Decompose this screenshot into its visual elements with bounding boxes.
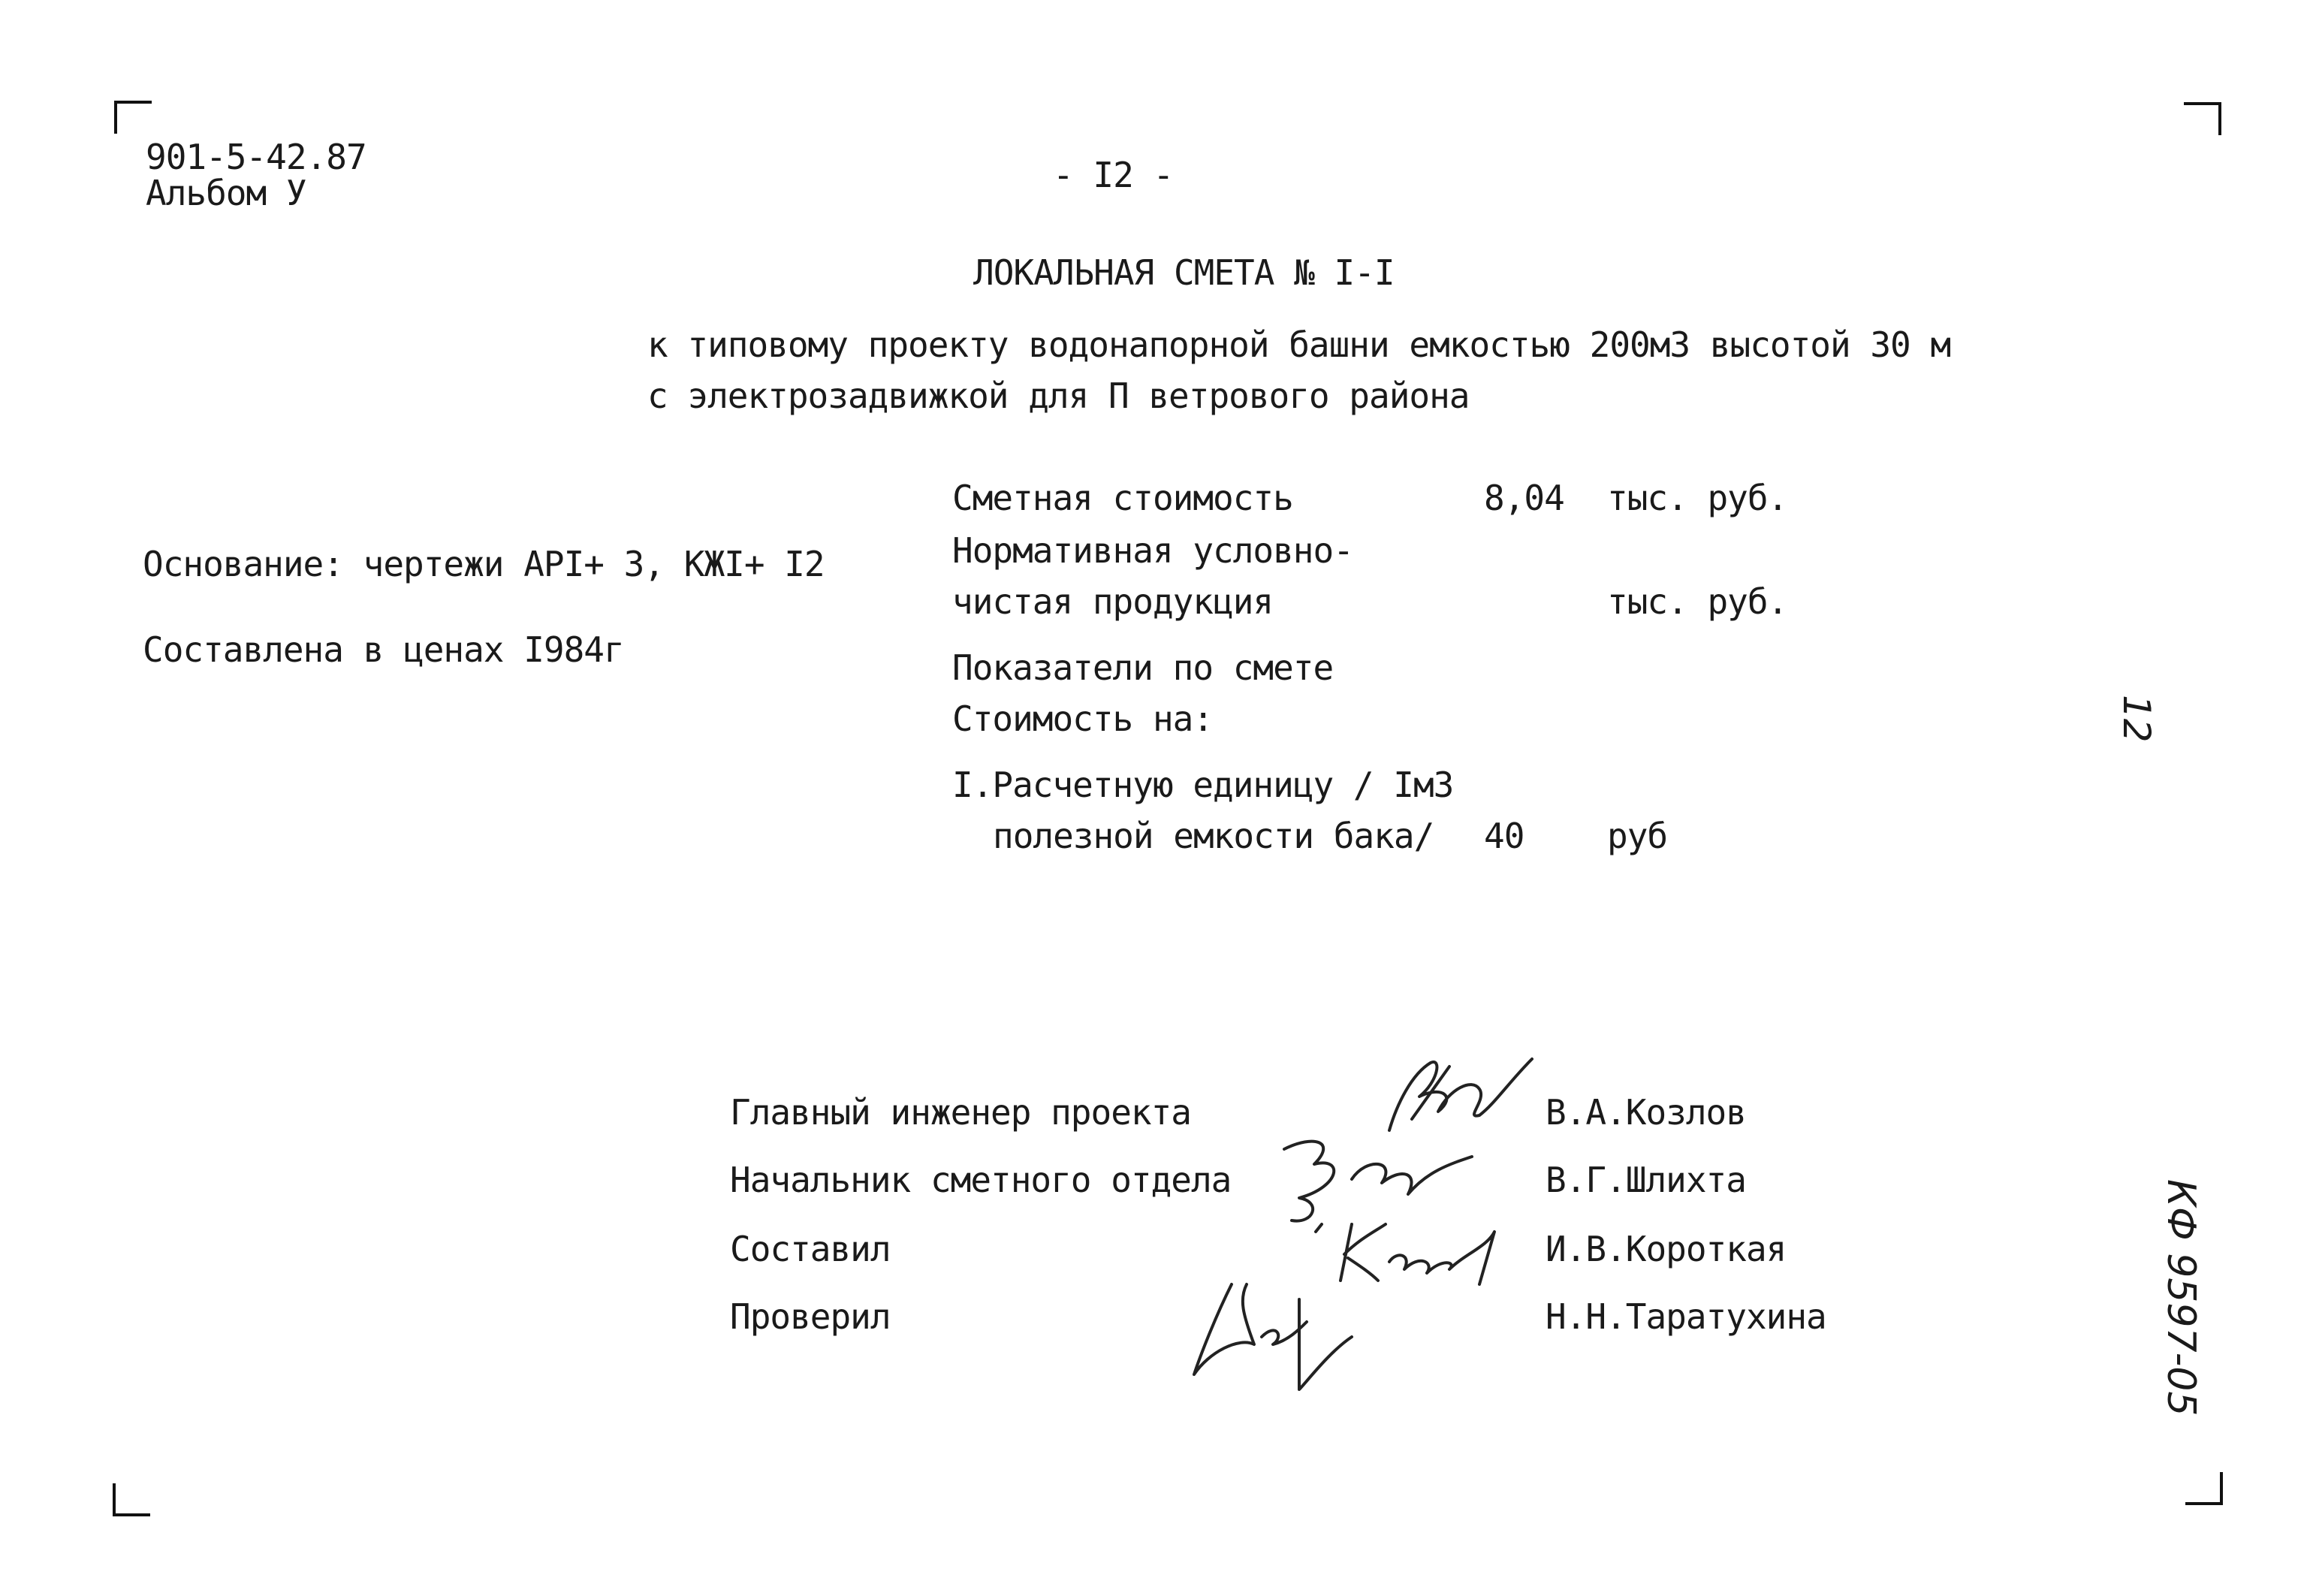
signature-role: Составил: [730, 1229, 891, 1269]
unit-cost-line-2: полезной емкости бака/: [993, 816, 1434, 856]
corner-mark-bottom-right: [2185, 1472, 2223, 1505]
signature-role: Проверил: [730, 1296, 891, 1337]
basis-prices: Составлена в ценах I984г: [143, 629, 624, 670]
corner-mark-bottom-left: [113, 1483, 150, 1516]
estimated-cost-value: 8,04: [1484, 478, 1564, 518]
document-code: 901-5-42.87: [146, 137, 366, 177]
unit-cost-unit: руб: [1607, 816, 1668, 856]
basis-drawings: Основание: чертежи АРI+ 3, КЖI+ I2: [143, 544, 825, 584]
document-title: ЛОКАЛЬНАЯ СМЕТА № I-I: [973, 252, 1395, 293]
archive-code-note: КФ 9597-05: [2158, 1179, 2203, 1416]
estimated-cost-unit: тыс. руб.: [1607, 478, 1788, 518]
unit-cost-line-1: I.Расчетную единицу / Iм3: [952, 765, 1454, 805]
page-number: - I2 -: [1053, 155, 1174, 195]
indicators-label: Показатели по смете: [952, 647, 1334, 688]
signature-name: Н.Н.Таратухина: [1546, 1296, 1826, 1337]
corner-mark-top-left: [114, 101, 152, 134]
subtitle-line-2: с электрозадвижкой для П ветрового района: [647, 376, 1470, 416]
signature-name: В.Г.Шлихта: [1546, 1160, 1746, 1200]
estimated-cost-label: Сметная стоимость: [952, 478, 1293, 518]
subtitle-line-1: к типовому проекту водонапорной башни емкостью 200м3 высотой 30 м: [647, 324, 1951, 365]
corner-mark-top-right: [2184, 102, 2221, 135]
normative-label-line-2: чистая продукция: [952, 581, 1274, 622]
normative-label-line-1: Нормативная условно-: [952, 530, 1353, 571]
handwritten-signature: [1187, 1269, 1367, 1404]
signature-role: Начальник сметного отдела: [730, 1160, 1232, 1200]
album-label: Альбом У: [146, 173, 306, 213]
signature-name: В.А.Козлов: [1546, 1092, 1746, 1133]
normative-unit: тыс. руб.: [1607, 581, 1788, 622]
sheet-number-note: 12: [2115, 695, 2158, 743]
cost-for-label: Стоимость на:: [952, 698, 1214, 739]
signature-role: Главный инженер проекта: [730, 1092, 1191, 1133]
signature-name: И.В.Короткая: [1546, 1229, 1787, 1269]
unit-cost-value: 40: [1484, 816, 1524, 856]
